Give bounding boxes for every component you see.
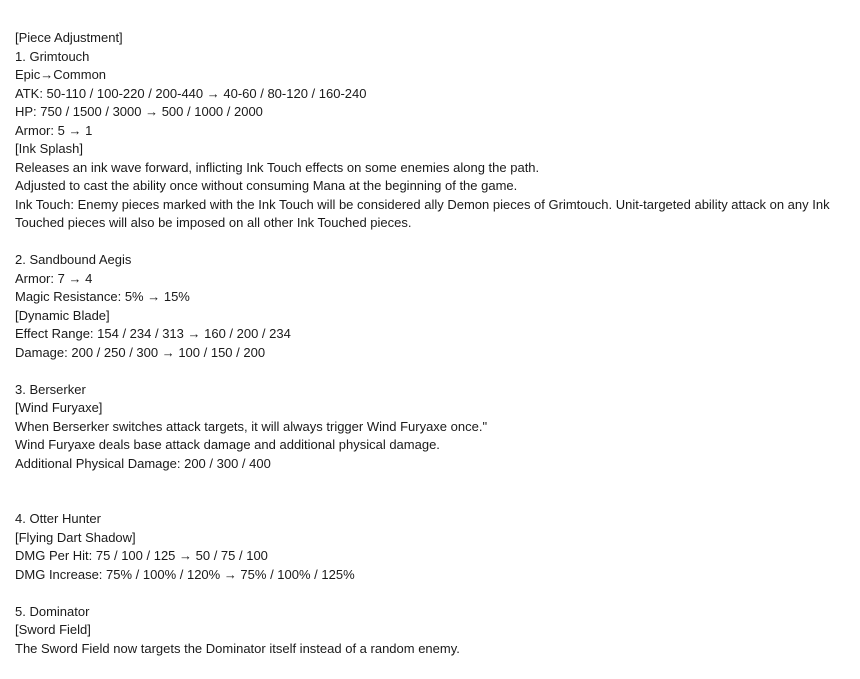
ability-adjustment: Adjusted to cast the ability once without consuming Mana at the beginning of the game. [15, 178, 518, 193]
hp-change: HP: 750 / 1500 / 3000 → 500 / 1000 / 2000 [15, 104, 263, 119]
section-title: 2. Sandbound Aegis [15, 252, 132, 267]
ability-name: [Flying Dart Shadow] [15, 529, 136, 545]
patch-notes-document [15, 29, 845, 658]
armor-change: Armor: 5 → 1 [15, 122, 93, 138]
ability-description: The Sword Field now targets the Dominator itself instead of a random enemy. [15, 640, 460, 656]
section-otter-hunter [15, 510, 845, 584]
section-title: 1. Grimtouch [15, 48, 90, 64]
ability-description: Releases an ink wave forward, inflicting Ink Touch effects on some enemies along the path. [15, 159, 540, 175]
atk-change: ATK: 50-110 / 100-220 / 200-440 → 40-60 / 80-120 / 160-240 [15, 85, 367, 101]
section-berserker [15, 381, 845, 474]
ability-damage-description: Wind Furyaxe deals base attack damage and additional physical damage. [15, 437, 440, 452]
effect-range-change: Effect Range: 154 / 234 / 313 → 160 / 200 / 234 [15, 326, 291, 341]
ability-name: [Sword Field] [15, 622, 91, 637]
section-title: 3. Berserker [15, 381, 86, 397]
ability-name: [Dynamic Blade] [15, 307, 110, 323]
armor-change: Armor: 7 → 4 [15, 270, 93, 286]
damage-change: Damage: 200 / 250 / 300 → 100 / 150 / 200 [15, 344, 266, 360]
section-sandbound-aegis [15, 251, 845, 362]
section-header: [Piece Adjustment] [15, 30, 123, 45]
ability-trigger-description: When Berserker switches attack targets, it will always trigger Wind Furyaxe once." [15, 418, 488, 434]
section-title: 5. Dominator [15, 603, 90, 619]
ability-name: [Wind Furyaxe] [15, 400, 103, 415]
section-dominator [15, 603, 845, 659]
ink-touch-description: Ink Touch: Enemy pieces marked with the Ink Touch will be considered ally Demon pieces of Grimtouch. Unit-targeted ability attack on any Ink Touched pieces will also be imposed on all other Ink Touched pieces. [15, 196, 833, 230]
magic-resistance-change: Magic Resistance: 5% → 15% [15, 289, 190, 304]
ability-name: [Ink Splash] [15, 141, 83, 156]
section-grimtouch [15, 48, 845, 233]
dmg-increase-change: DMG Increase: 75% / 100% / 120% → 75% / 100% / 125% [15, 566, 355, 582]
dmg-per-hit-change: DMG Per Hit: 75 / 100 / 125 → 50 / 75 / 100 [15, 548, 268, 563]
additional-damage-values: Additional Physical Damage: 200 / 300 / 400 [15, 455, 271, 471]
section-title: 4. Otter Hunter [15, 511, 101, 526]
rarity-change: Epic→Common [15, 67, 107, 82]
